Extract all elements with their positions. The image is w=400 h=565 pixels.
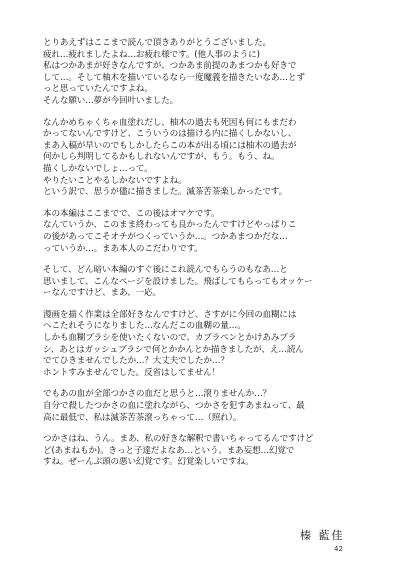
text-line: 私はつかあまが好きなんですが、つかあま前提のあまつかも好きで bbox=[43, 61, 297, 72]
text-line: ーなんですけど、まあ、一応。 bbox=[43, 288, 161, 299]
text-line: なんていうか、このまま終わっても良かったんですけどやっぱりこ bbox=[43, 220, 297, 231]
text-line: 本の本編はここまでで、この後はオマケです。 bbox=[43, 208, 220, 219]
text-line: かってないんですけど、こういうのは描ける内に描くしかないし、 bbox=[43, 129, 297, 140]
text-line: して…。そして柚木を描いているなら一度魔義を描きたいなあ…とず bbox=[43, 72, 305, 83]
paragraph-tsukasa-blood bbox=[43, 389, 359, 424]
text-line: 疲れ…疲れましたよね…お疲れ様です。(他人事のように) bbox=[43, 49, 260, 60]
paragraph-interpretation bbox=[43, 434, 359, 469]
text-line: でてひきませんでしたか…？大丈夫でしたか…？ bbox=[43, 356, 229, 367]
text-line: 何かしら判明してるかもしれないんですが、もう。もう、ね。 bbox=[43, 152, 280, 163]
text-line: っと思っていたんですよね。 bbox=[43, 84, 153, 95]
afterword-text bbox=[43, 38, 359, 479]
paragraph-blood bbox=[43, 118, 359, 199]
text-line: 漫画を描く作業は全部好きなんですけど、さすがに今回の血糊には bbox=[43, 309, 297, 320]
text-line: しかも血糊ブラシを使いたくないので、カブラペンとかけあみブラ bbox=[43, 333, 297, 344]
text-line: シ、あとはガッシュブラシで何とかかんとか描きましたが、え…読ん bbox=[43, 344, 304, 355]
text-line: やりたいことやるしかないですよね。 bbox=[43, 175, 187, 186]
text-line: 思いまして、こんなページを設けました。飛ばしてもらってもオッケー bbox=[43, 276, 313, 287]
text-line: すね。ぜーんぶ頭の悪い幻覚です。幻覚楽しいですね。 bbox=[43, 457, 254, 468]
text-line: でもあの血が全部つかさの血だと思うと…滾りませんか…？ bbox=[43, 389, 271, 400]
page-number: 42 bbox=[334, 545, 343, 553]
text-line: 高に最低で、私は滅茶苦茶滾っちゃって…（照れ）。 bbox=[43, 412, 242, 423]
text-line: なんかめちゃくちゃ血塗れだし、柚木の過去も死因も何にもまだわ bbox=[43, 117, 297, 128]
text-line: へこたれそうになりました…なんだこの血糊の量…。 bbox=[43, 321, 246, 332]
text-line: の後があってこそオチがつくっていうか…。つかあまつかだな… bbox=[43, 231, 288, 242]
paragraph-thanks bbox=[43, 38, 359, 108]
text-line: ホントすみませんでした。反省はしてません！ bbox=[43, 367, 221, 378]
text-line: 描くしかないでしょ…って。 bbox=[43, 163, 153, 174]
author-signature: 榛 藍佳 bbox=[300, 529, 345, 542]
paragraph-drawing bbox=[43, 310, 359, 380]
paragraph-extra-page bbox=[43, 265, 359, 300]
text-line: まあ入稿が早いのでもしかしたらこの本が出る頃には柚木の過去が bbox=[43, 140, 297, 151]
paragraph-main-story bbox=[43, 209, 359, 255]
text-line: という訳で、思うが儘に描きました。滅茶苦茶楽しかったです。 bbox=[43, 187, 288, 198]
text-line: っていうか…。まあ本人のこだわりです。 bbox=[43, 243, 203, 254]
text-line: そして、どん暗い本編のすぐ後にこれ読んでもらうのもなあ…と bbox=[43, 265, 288, 276]
text-line: そんな願い…夢が今回叶いました。 bbox=[43, 95, 179, 106]
text-line: とりあえずはここまで読んで頂きありがとうございました。 bbox=[43, 38, 271, 48]
text-line: 自分で殺したつかさの血に塗れながら、つかさを犯すあまねって、最 bbox=[43, 401, 305, 412]
text-line: ど(あまねもか)。きっと子達だよなあ…という、まあ妄想…幻覚で bbox=[43, 445, 295, 456]
text-line: つかさはね、うん。まあ、私の好きな解釈で書いちゃってるんですけど bbox=[43, 434, 314, 445]
